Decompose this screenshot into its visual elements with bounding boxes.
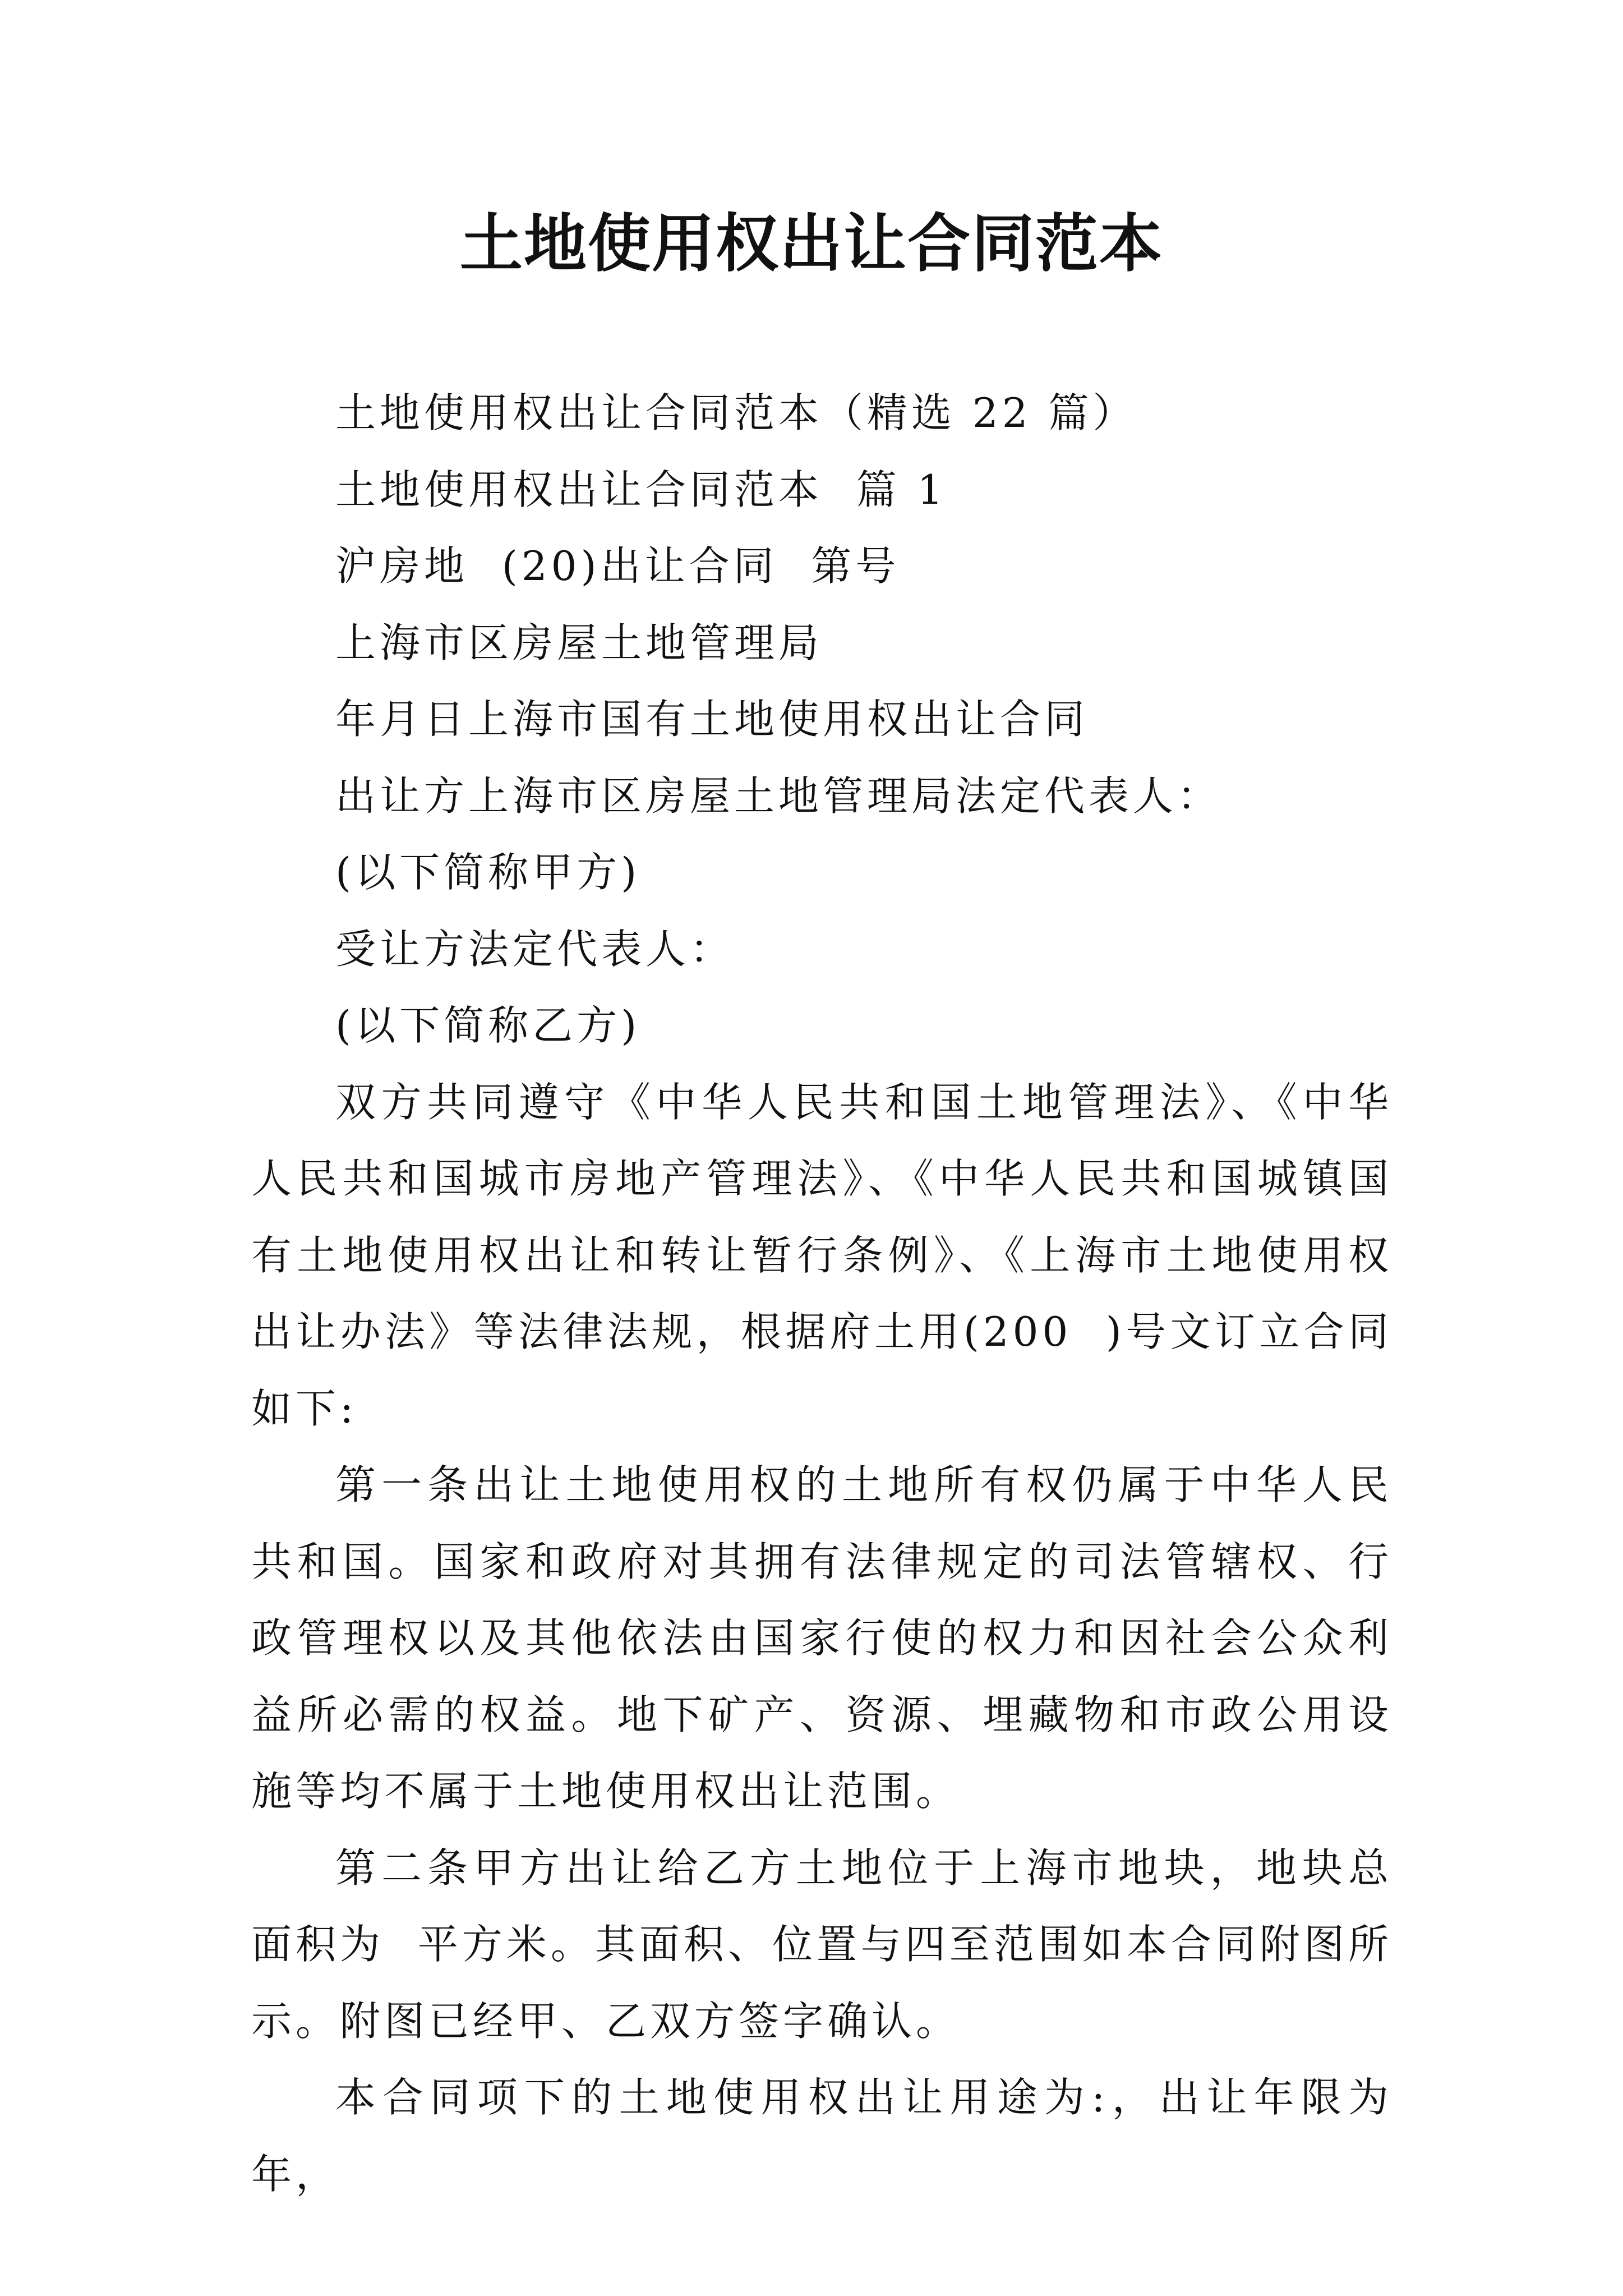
document-body [251, 375, 1426, 2212]
paragraph: 上海市区房屋土地管理局 [335, 619, 823, 666]
paragraph: 双方共同遵守《中华人民共和国土地管理法》、《中华人民共和国城市房地产管理法》、《中华人民共和国城镇国有土地使用权出让和转让暂行条例》、《上海市土地使用权出让办法》等法律法规，根据府土用(200 )号文订立合同如下: [251, 1078, 1393, 1432]
document-title: 土地使用权出让合同范本 [460, 207, 1163, 280]
paragraph: 土地使用权出让合同范本 篇 1 [335, 466, 947, 513]
paragraph: 受让方法定代表人： [335, 925, 735, 973]
paragraph: 第一条出让土地使用权的土地所有权仍属于中华人民共和国。国家和政府对其拥有法律规定的司法管辖权、行政管理权以及其他依法由国家行使的权力和因社会公众利益所必需的权益。地下矿产、资源、埋藏物和市政公用设施等均不属于土地使用权出让范围。 [251, 1461, 1393, 1815]
paragraph: 土地使用权出让合同范本（精选 22 篇） [335, 389, 1137, 436]
paragraph: 第二条甲方出让给乙方土地位于上海市地块，地块总面积为 平方米。其面积、位置与四至范围如本合同附图所示。附图已经甲、乙双方签字确认。 [251, 1844, 1393, 2045]
paragraph: (以下简称乙方) [335, 1002, 641, 1049]
paragraph: (以下简称甲方) [335, 849, 641, 896]
paragraph: 出让方上海市区房屋土地管理局法定代表人： [335, 772, 1222, 820]
paragraph: 本合同项下的土地使用权出让用途为:，出让年限为 年， [251, 2074, 1426, 2198]
paragraph: 年月日上海市国有土地使用权出让合同 [335, 696, 1089, 743]
paragraph: 沪房地 (20)出让合同 第号 [335, 542, 900, 590]
